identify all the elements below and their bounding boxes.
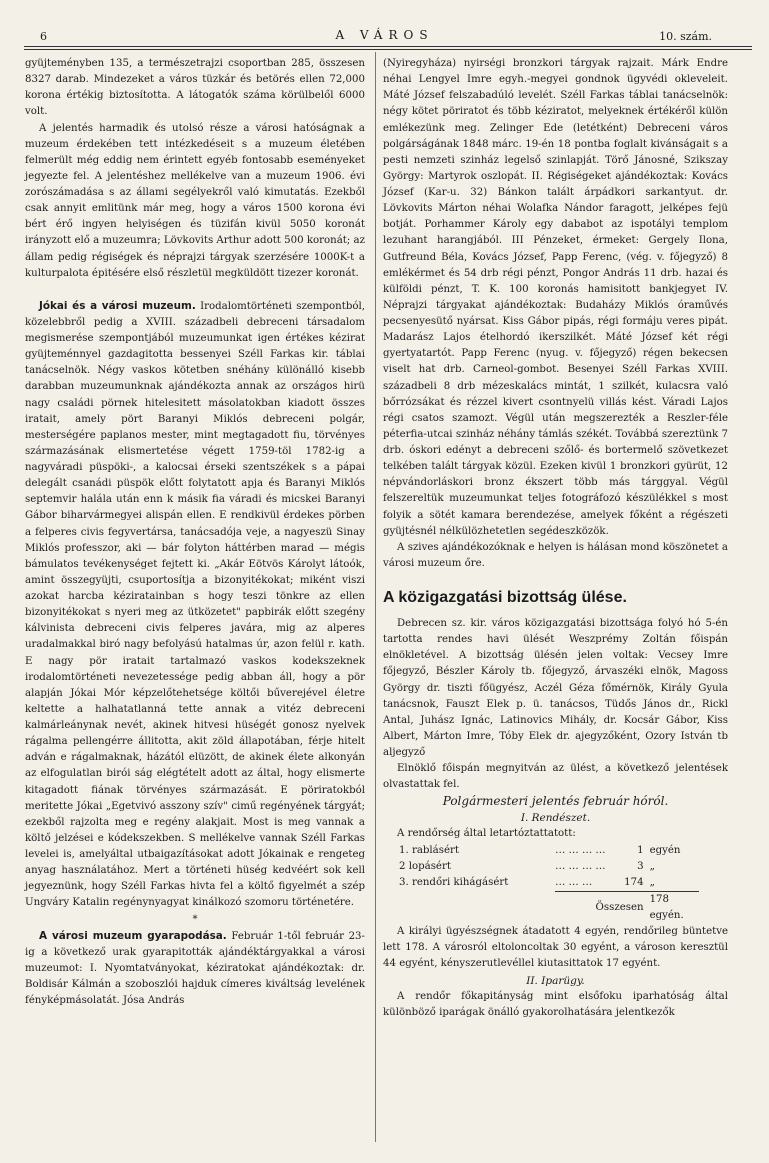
stat-dots: … … … …	[555, 860, 606, 872]
stat-unit: „	[649, 860, 655, 872]
total-label: Összesen	[555, 891, 643, 924]
left-paragraph-2: A jelentés harmadik és utolsó része a városi hatóságnak a muzeum érdekében tett intézkedéseit s a muzeum életében felmerült még eddig nem érintett egyéb fontosabb eseményeket jegyezte fel. A jelentéshez mellékelve van a muzeum 1906. évi zorószámadása s az állami segélyekről való kimutatás. Ezekből csak annyit emlitünk már meg, hogy a város 1500 korona évi bért érő ingyen helyiségen és tüzifán kivül 5050 koronát irányzott elő a muzeumra; Lövkovits Arthur adott 500 koronát; az állam pedig régiségek és néprajzi tárgyak szerzésére 1000K-t a kulturpalota épitésére első részletül megküldött tizezer koronát.	[25, 122, 365, 279]
stat-value: 1	[637, 844, 644, 856]
committee-paragraph: Debrecen sz. kir. város közigazgatási bizottsága folyó hó 5-én tartotta rendes havi ülését Weszprémy Zoltán főispán elnökletével. A bizottság ülésén jelen voltak: Vecsey Imre főjegyző, Bészler Károly tb. főjegyző, árvaszéki elnök, Magoss György dr. tiszti főügyész, Aczél Géza főmérnök, Király Gyula tanácsnok, Fauszt Elek p. ü. tanácsos, Tüdős János dr., Rickl Antal, Juhász Ignác, Latinovics Mihály, dr. Kocsár Gábor, Kiss Albert, Márton Imre, Tóby Elek dr. ajegyzőként, Ozory István tb aljegyző	[383, 618, 728, 758]
stat-value: 3	[637, 860, 644, 872]
issue-number: 10. szám.	[659, 30, 712, 43]
jokai-article-title: Jókai és a városi muzeum.	[39, 299, 196, 312]
journal-title: A VÁROS	[335, 28, 434, 42]
thanks-paragraph: A szives ajándékozóknak e helyen is hálásan mond köszönetet a városi muzeum őre.	[383, 541, 728, 569]
header-rule	[24, 46, 752, 47]
mayor-report-heading: Polgármesteri jelentés február hóról.	[442, 794, 669, 809]
left-paragraph-1: gyüjteményben 135, a természetrajzi csoportban 285, összesen 8327 darab. Mindezeket a város tüzkár és betörés ellen 72,000 korona értékig biztosította. A látogatók száma körülbelől 6000 volt.	[25, 58, 365, 118]
right-paragraph-1: (Nyiregyháza) nyirségi bronzkori tárgyak rajzait. Márk Endre néhai Lengyel Imre egyh.-megyei gondnok ügyvédi okleveleit. Máté József felszabadúló levelét. Széll Farkas táblai tanácselnök: négy kötet pöriratot és több kéziratot, melyeknek értékéről külön emlékezünk meg. Zelinger Ede (letétként) Debreceni város polgárságának 1848 márc. 19-én 18 pontba foglalt kivánságait s a pesti nemzeti szinház legelső szinlapját. Törő Jánosné, Szikszay György: Martyrok oszlopát. II. Régiségeket ajándékoztak: Kovács József (Kar-u. 32) Bánkon talált árpádkori sarkantyut. dr. Lövkovits Márton néhai Wolafka Nándor faragott, jelképes fejü botját. Porhammer Károly egy dababot az ispotályi templom lezuhant harangjából. III Pénzeket, érmeket: Gergely Ilona, Gutfreund Béla, Kovács József, Papp Ferenc, (vég. v. főjegyző) 8 emlékérmet és 54 drb régi pénzt, Pongor András 11 drb. hazai és külföldi pénzt, T. K. 100 koronás hamisitott bankjegyet IV. Néprajzi tárgyakat ajándékoztak: Budaházy Miklós óraművés pecsenyesütő nyársat. Kiss Gábor pipás, régi formáju veres pipát. Madarász Lajos ételhordó ikerszilkét. Máté József két régi gyertyatartót. Papp Ferenc (nyug. v. főjegyző) régen bekecsen viselt hat drb. Carneol-gombot. Besenyei Széll Farkas XVIII. századbeli 8 drb mézeskalács mintát, 1 szilkét, kulacsra való bőrrózsákat és rézzel kivert csontnyelü villás kést. Váradi Lajos régi csatos szamozt. Végül után megszerezték a Reszler-féle péterfia-utcai szinház néhány támlás székét. Továbbá szereztünk 7 drb. óskori edényt a debreceni szőlő- és bortermelő szövetkezet telkében talált tárgyak közül. Ezeken kivül 1 bronzkori gyürüt, 12 népvándorláskori bronz ékszert több más tárggyal. Végül felszereltük muzeumunkat teljes fotográfozó készülékkel s most folyik a sötét kamara berendezése, amelyek főként a régészeti gyüjtésnél nélkülözhetetlen segédeszközök.	[383, 58, 728, 537]
total-value: 178 egyén.	[644, 891, 699, 924]
stat-dots: … … …	[555, 876, 593, 888]
column-divider	[375, 52, 376, 1142]
industry-paragraph: A rendőr főkapitányság mint elsőfoku iparhatóság által különböző iparágak önálló gyakorolhatására jelentkezők	[383, 990, 728, 1018]
acquisitions-article-title: A városi muzeum gyarapodása.	[39, 929, 227, 942]
page-number: 6	[40, 30, 47, 43]
arrest-stats-table	[399, 843, 699, 925]
acquisitions-article-body: Február 1-től február 23-ig a következő urak gyarapitották ajándéktárgyakkal a városi muzeumot: I. Nyomtatványokat, kéziratokat ajándékoztak: dr. Boldisár Kálmán a szoboszlói hajduk címeres kiváltság levelének fényképmásolatát. Jósa András	[25, 930, 365, 1006]
opening-paragraph: Elnöklő főispán megnyitván az ülést, a következő jelentések olvastattak fel.	[383, 763, 728, 791]
stat-unit: egyén	[649, 844, 681, 856]
police-subheading: I. Rendészet.	[520, 812, 591, 825]
section-separator: *	[192, 913, 198, 925]
stat-unit: „	[649, 876, 655, 888]
industry-subheading: II. Iparügy.	[526, 974, 585, 987]
prosecution-paragraph: A királyi ügyészségnek átadatott 4 egyén, rendőrileg büntetve lett 178. A városról eltoloncoltak 30 egyént, a városon keresztül 44 egyént, kényszerutlevéllel kiutasittatok 17 egyént.	[383, 926, 728, 970]
stats-intro: A rendőrség által letartóztattatott:	[397, 828, 576, 840]
table-row	[399, 875, 699, 892]
stat-dots: … … … …	[555, 844, 606, 856]
committee-heading: A közigazgatási bizottság ülése.	[383, 589, 627, 606]
jokai-article-body: Irodalomtörténeti szempontból, közelebbről pedig a XVIII. századbeli debreceni társadalom megismerése szempontjából muzeumunkat igen értékes kézirat gyüjteménnyel gazdagitotta bessenyei Széll Farkas kir. táblai tanácselnök. Négy vaskos kötetben snéhány különálló kisebb darabban muzeumunknak ajándékozta annak az országos hirü nagy családi pörnek hitelesitett másolatokban kiadott összes iratait, amely pört Baranyi Miklós debreceni polgár, mesterségére paplanos mester, mint megtagadott fiu, törvényes származásának elismertetése végett 1759-töl 1782-ig a nagyváradi püspöki-, a kalocsai érseki szentszékek s a pápai delegált csanádi püspök előtt folytatott apja és Baranyi Miklós septemvir halála után enn k másik fia váradi és micskei Baranyi Gábor biharvármegyei alispán ellen. E rendkivül érdekes pörben a felperes civis fegyvertársa, tanácsadója veje, a nagyeszü Sinay Miklós professzor, aki — bár folyton háttérben marad — mégis bámulatos tevékenységet fejtett ki. „Akár Eötvös Károlyt látoók, amint összegyüjti, csuportosítja a bizonyitékokat; miként viszi azokat harcba kéziratainban s hogy teszi tönkre az ellen bizonyitékokat s nyeri meg az ütközetet" papbirák előtt szegény kálvinista debreceni civis felperes javára, mig az alperes uradalmakkal biró nagy befolyású hatalmas úr, azon felül r. kath. E nagy pör iratait tartalmazó vaskos kodekszeknek irodalomtörténeti nevezetessége pedig abban áll, hogy a pör alapján Jókai Mór képzelőtehetsége költői bűverejével életre keltette a halhatatlanná tette annak a vitéz debreceni kalmárleánynak nevét, akinek hitvesi hüségét gonosz nyelvek rágalma pellengérre állitotta, akit zöld állapotában, férje hitelt adván e rágalmaknak, házától elüzött, de akinek élete alkonyán az elfogulatlan birói ság elégtételt adott az által, hogy elismerte kitagadott fiának törvényes származását. E pöriratokból meritette Jókai „Egetvivó asszony szív" cimű regényének tárgyát; ezekből rajzolta meg e regény alakjait. Most is meg vannak a költő jelzései e kódekszekben. S mellékelve vannak Széll Farkas levelei is, amelyáltal utbaigazításokat adott Jókainak e rengeteg anyag használatához. Mert a történeti hüség kedvéért sok kell jegyeznünk, hogy Széll Farkas hivta fel a költő figyelmét a szép Ungváry Katalin regénynyagyat kinálkozó szomoru történetére.	[25, 300, 365, 909]
stat-label: 3. rendőri kihágásért	[399, 877, 509, 888]
header-rule-2	[24, 49, 752, 50]
right-column	[383, 56, 728, 1021]
table-row-total	[399, 891, 699, 924]
jokai-article	[25, 298, 365, 912]
left-column	[25, 56, 365, 1009]
stat-value: 174	[624, 876, 644, 888]
table-row	[399, 859, 699, 875]
stat-label: 1. rablásért	[399, 844, 459, 856]
page-header	[0, 24, 769, 46]
spacer	[25, 282, 365, 298]
table-row	[399, 843, 699, 859]
acquisitions-article	[25, 928, 365, 1010]
stat-label: 2 lopásért	[399, 860, 451, 872]
